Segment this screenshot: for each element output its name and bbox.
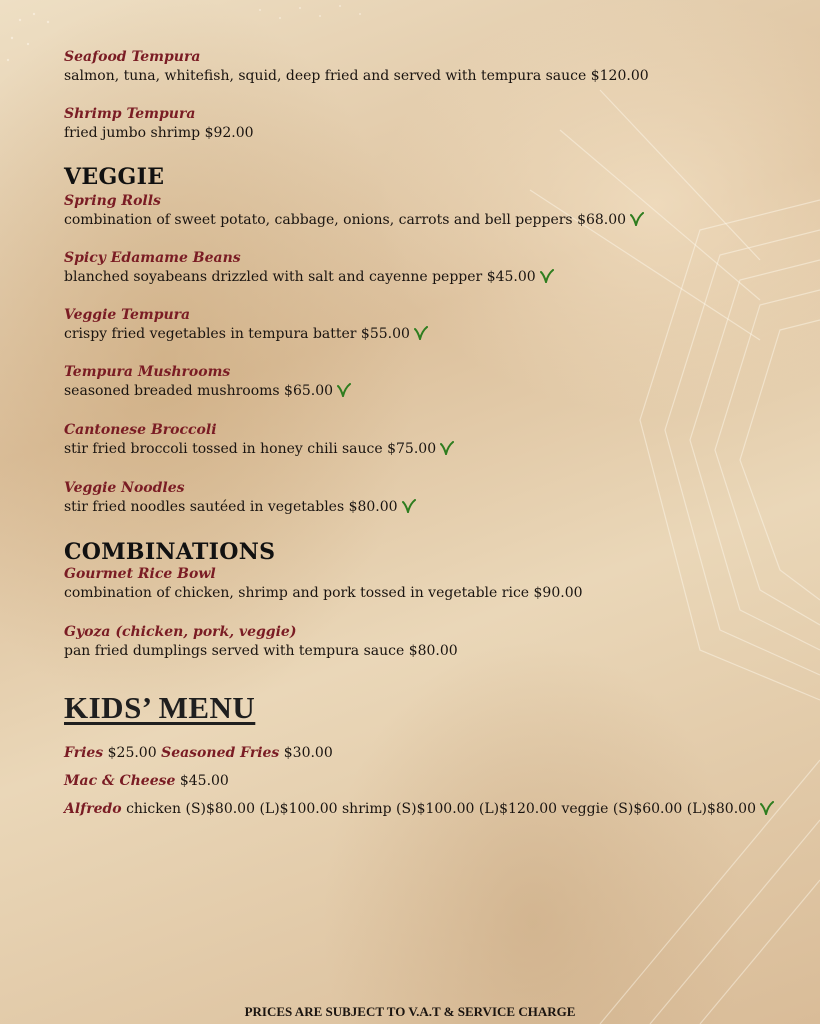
section-heading-combinations: COMBINATIONS (64, 539, 276, 565)
item-name: Mac & Cheese (64, 773, 176, 789)
item-description: crispy fried vegetables in tempura batter $55.00 (64, 324, 428, 344)
item-description: pan fried dumplings served with tempura sauce $80.00 (64, 643, 458, 659)
menu-item (64, 192, 644, 230)
vegetarian-v-icon (337, 383, 351, 397)
kids-menu-line (64, 799, 774, 819)
menu-item (64, 623, 458, 661)
menu-item (64, 363, 351, 401)
vegetarian-v-icon (440, 441, 454, 455)
menu-item (64, 249, 554, 287)
item-description: blanched soyabeans drizzled with salt and cayenne pepper $45.00 (64, 267, 554, 287)
kids-menu-line (64, 771, 229, 791)
section-heading-kids-menu: KIDS’ MENU (64, 690, 256, 725)
item-name: Tempura Mushrooms (64, 364, 231, 380)
item-name: Cantonese Broccoli (64, 422, 217, 438)
item-name: Spicy Edamame Beans (64, 250, 241, 266)
kids-menu-line (64, 743, 333, 763)
item-description: chicken (S)$80.00 (L)$100.00 shrimp (S)$100.00 (L)$120.00 veggie (S)$60.00 (L)$80.00 (121, 801, 756, 817)
item-price: $30.00 (279, 745, 333, 761)
vegetarian-v-icon (760, 801, 774, 815)
item-name: Alfredo (64, 801, 122, 817)
vegetarian-v-icon (540, 269, 554, 283)
item-description: seasoned breaded mushrooms $65.00 (64, 381, 351, 401)
menu-item (64, 421, 454, 459)
item-price: $45.00 (175, 773, 229, 789)
menu-item (64, 105, 254, 143)
item-name: Veggie Tempura (64, 307, 191, 323)
item-name: Fries (64, 745, 104, 761)
item-name: Shrimp Tempura (64, 106, 196, 122)
item-description: combination of chicken, shrimp and pork tossed in vegetable rice $90.00 (64, 585, 583, 601)
section-heading-veggie: VEGGIE (64, 164, 165, 190)
menu-item (64, 48, 649, 86)
item-description: stir fried noodles sautéed in vegetables $80.00 (64, 497, 416, 517)
menu-item (64, 479, 416, 517)
vegetarian-v-icon (630, 212, 644, 226)
item-description: combination of sweet potato, cabbage, onions, carrots and bell peppers $68.00 (64, 210, 644, 230)
footer-note: PRICES ARE SUBJECT TO V.A.T & SERVICE CHARGE (244, 1004, 576, 1019)
item-name: Seasoned Fries (161, 745, 280, 761)
menu-item (64, 565, 583, 603)
vegetarian-v-icon (402, 499, 416, 513)
menu-item (64, 306, 428, 344)
item-name: Seafood Tempura (64, 49, 201, 65)
item-name: Spring Rolls (64, 193, 161, 209)
item-description: stir fried broccoli tossed in honey chili sauce $75.00 (64, 439, 454, 459)
item-description: fried jumbo shrimp $92.00 (64, 125, 254, 141)
item-price: $25.00 (103, 745, 162, 761)
item-name: Veggie Noodles (64, 480, 185, 496)
vegetarian-v-icon (414, 326, 428, 340)
item-description: salmon, tuna, whitefish, squid, deep fried and served with tempura sauce $120.00 (64, 68, 649, 84)
item-name: Gyoza (chicken, pork, veggie) (64, 624, 297, 640)
item-name: Gourmet Rice Bowl (64, 566, 216, 582)
